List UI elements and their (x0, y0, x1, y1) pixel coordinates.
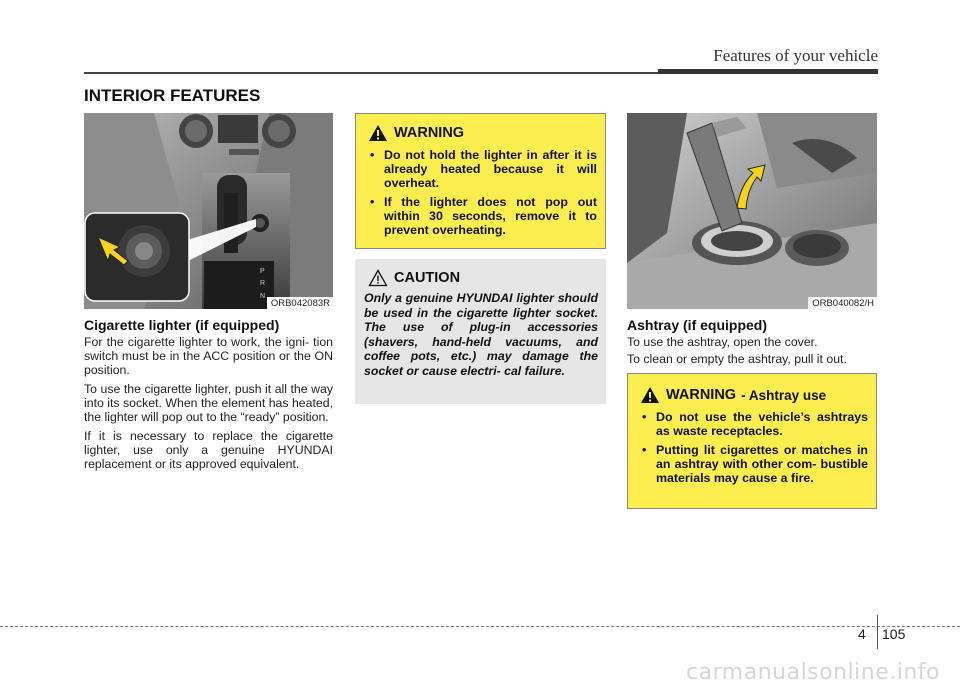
warning-header (640, 386, 868, 404)
section-title: INTERIOR FEATURES (84, 86, 261, 105)
footer-rule (0, 626, 960, 628)
warning-list (636, 410, 868, 485)
warning-item-text: If the lighter does not pop out within 30 seconds, remove it to prevent overheating. (384, 195, 597, 237)
page-number-divider (877, 615, 878, 649)
running-header: Features of your vehicle (713, 46, 878, 65)
ashtray-photo (627, 113, 877, 309)
photo-code-left: ORB042083R (267, 297, 333, 309)
cigarette-lighter-heading: Cigarette lighter (if equipped) (84, 317, 280, 333)
warning-item (636, 443, 868, 485)
bullet: • (642, 443, 647, 457)
warning-triangle-icon (640, 386, 660, 404)
warning-item (364, 148, 597, 190)
warning-header (368, 124, 597, 142)
warning-box-lighter (355, 113, 606, 249)
ashtray-illustration (627, 113, 877, 309)
paragraph: If it is necessary to replace the cigarette lighter, use only a genuine HYUNDAI replacement or its approved equivalent. (84, 429, 333, 471)
caution-box (355, 259, 606, 404)
gear-letter-n: N (260, 293, 266, 300)
warning-item (636, 410, 868, 438)
caution-header (368, 269, 598, 287)
paragraph: To clean or empty the ashtray, pull it out. (627, 352, 847, 366)
caution-triangle-icon (368, 269, 388, 287)
warning-title: WARNING (666, 387, 737, 403)
watermark: carmanualsonline.info (686, 660, 940, 685)
paragraph: To use the ashtray, open the cover. (627, 335, 818, 349)
photo-code-right: ORB040082/H (808, 297, 877, 309)
ashtray-text (627, 335, 879, 366)
console-illustration (84, 113, 333, 309)
cigarette-lighter-text (84, 335, 333, 471)
caution-text: Only a genuine HYUNDAI lighter should be used in the cigarette lighter socket. The use of plug-in accessories (shavers, hand-held vacuums, and coffee pots, etc.) may damage the socket or cause electri- cal failure. (364, 291, 598, 378)
bullet: • (370, 148, 375, 162)
warning-item-text: Putting lit cigarettes or matches in an ashtray with other com- bustible materials may cause a fire. (656, 443, 868, 485)
warning-list (364, 148, 597, 237)
bullet: • (642, 410, 647, 424)
gear-letter-p: P (260, 268, 265, 275)
cigarette-lighter-photo (84, 113, 333, 309)
caution-title: CAUTION (394, 270, 461, 286)
warning-item (364, 195, 597, 237)
chapter-number: 4 (858, 626, 866, 642)
warning-title: WARNING (394, 125, 465, 141)
bullet: • (370, 195, 375, 209)
header-rule-accent (658, 69, 878, 74)
warning-subtitle: - Ashtray use (741, 387, 827, 403)
ashtray-heading: Ashtray (if equipped) (627, 317, 768, 333)
warning-triangle-icon (368, 124, 388, 142)
gear-letter-r: R (260, 280, 266, 287)
warning-item-text: Do not hold the lighter in after it is already heated because it will overheat. (384, 148, 597, 190)
warning-item-text: Do not use the vehicle’s ashtrays as waste receptacles. (656, 410, 868, 438)
page-number: 105 (882, 626, 906, 642)
paragraph: For the cigarette lighter to work, the igni- tion switch must be in the ACC position or the ON position. (84, 335, 333, 377)
paragraph: To use the cigarette lighter, push it all the way into its socket. When the element has heated, the lighter will pop out to the “ready” position. (84, 382, 333, 424)
warning-box-ashtray (627, 373, 877, 509)
